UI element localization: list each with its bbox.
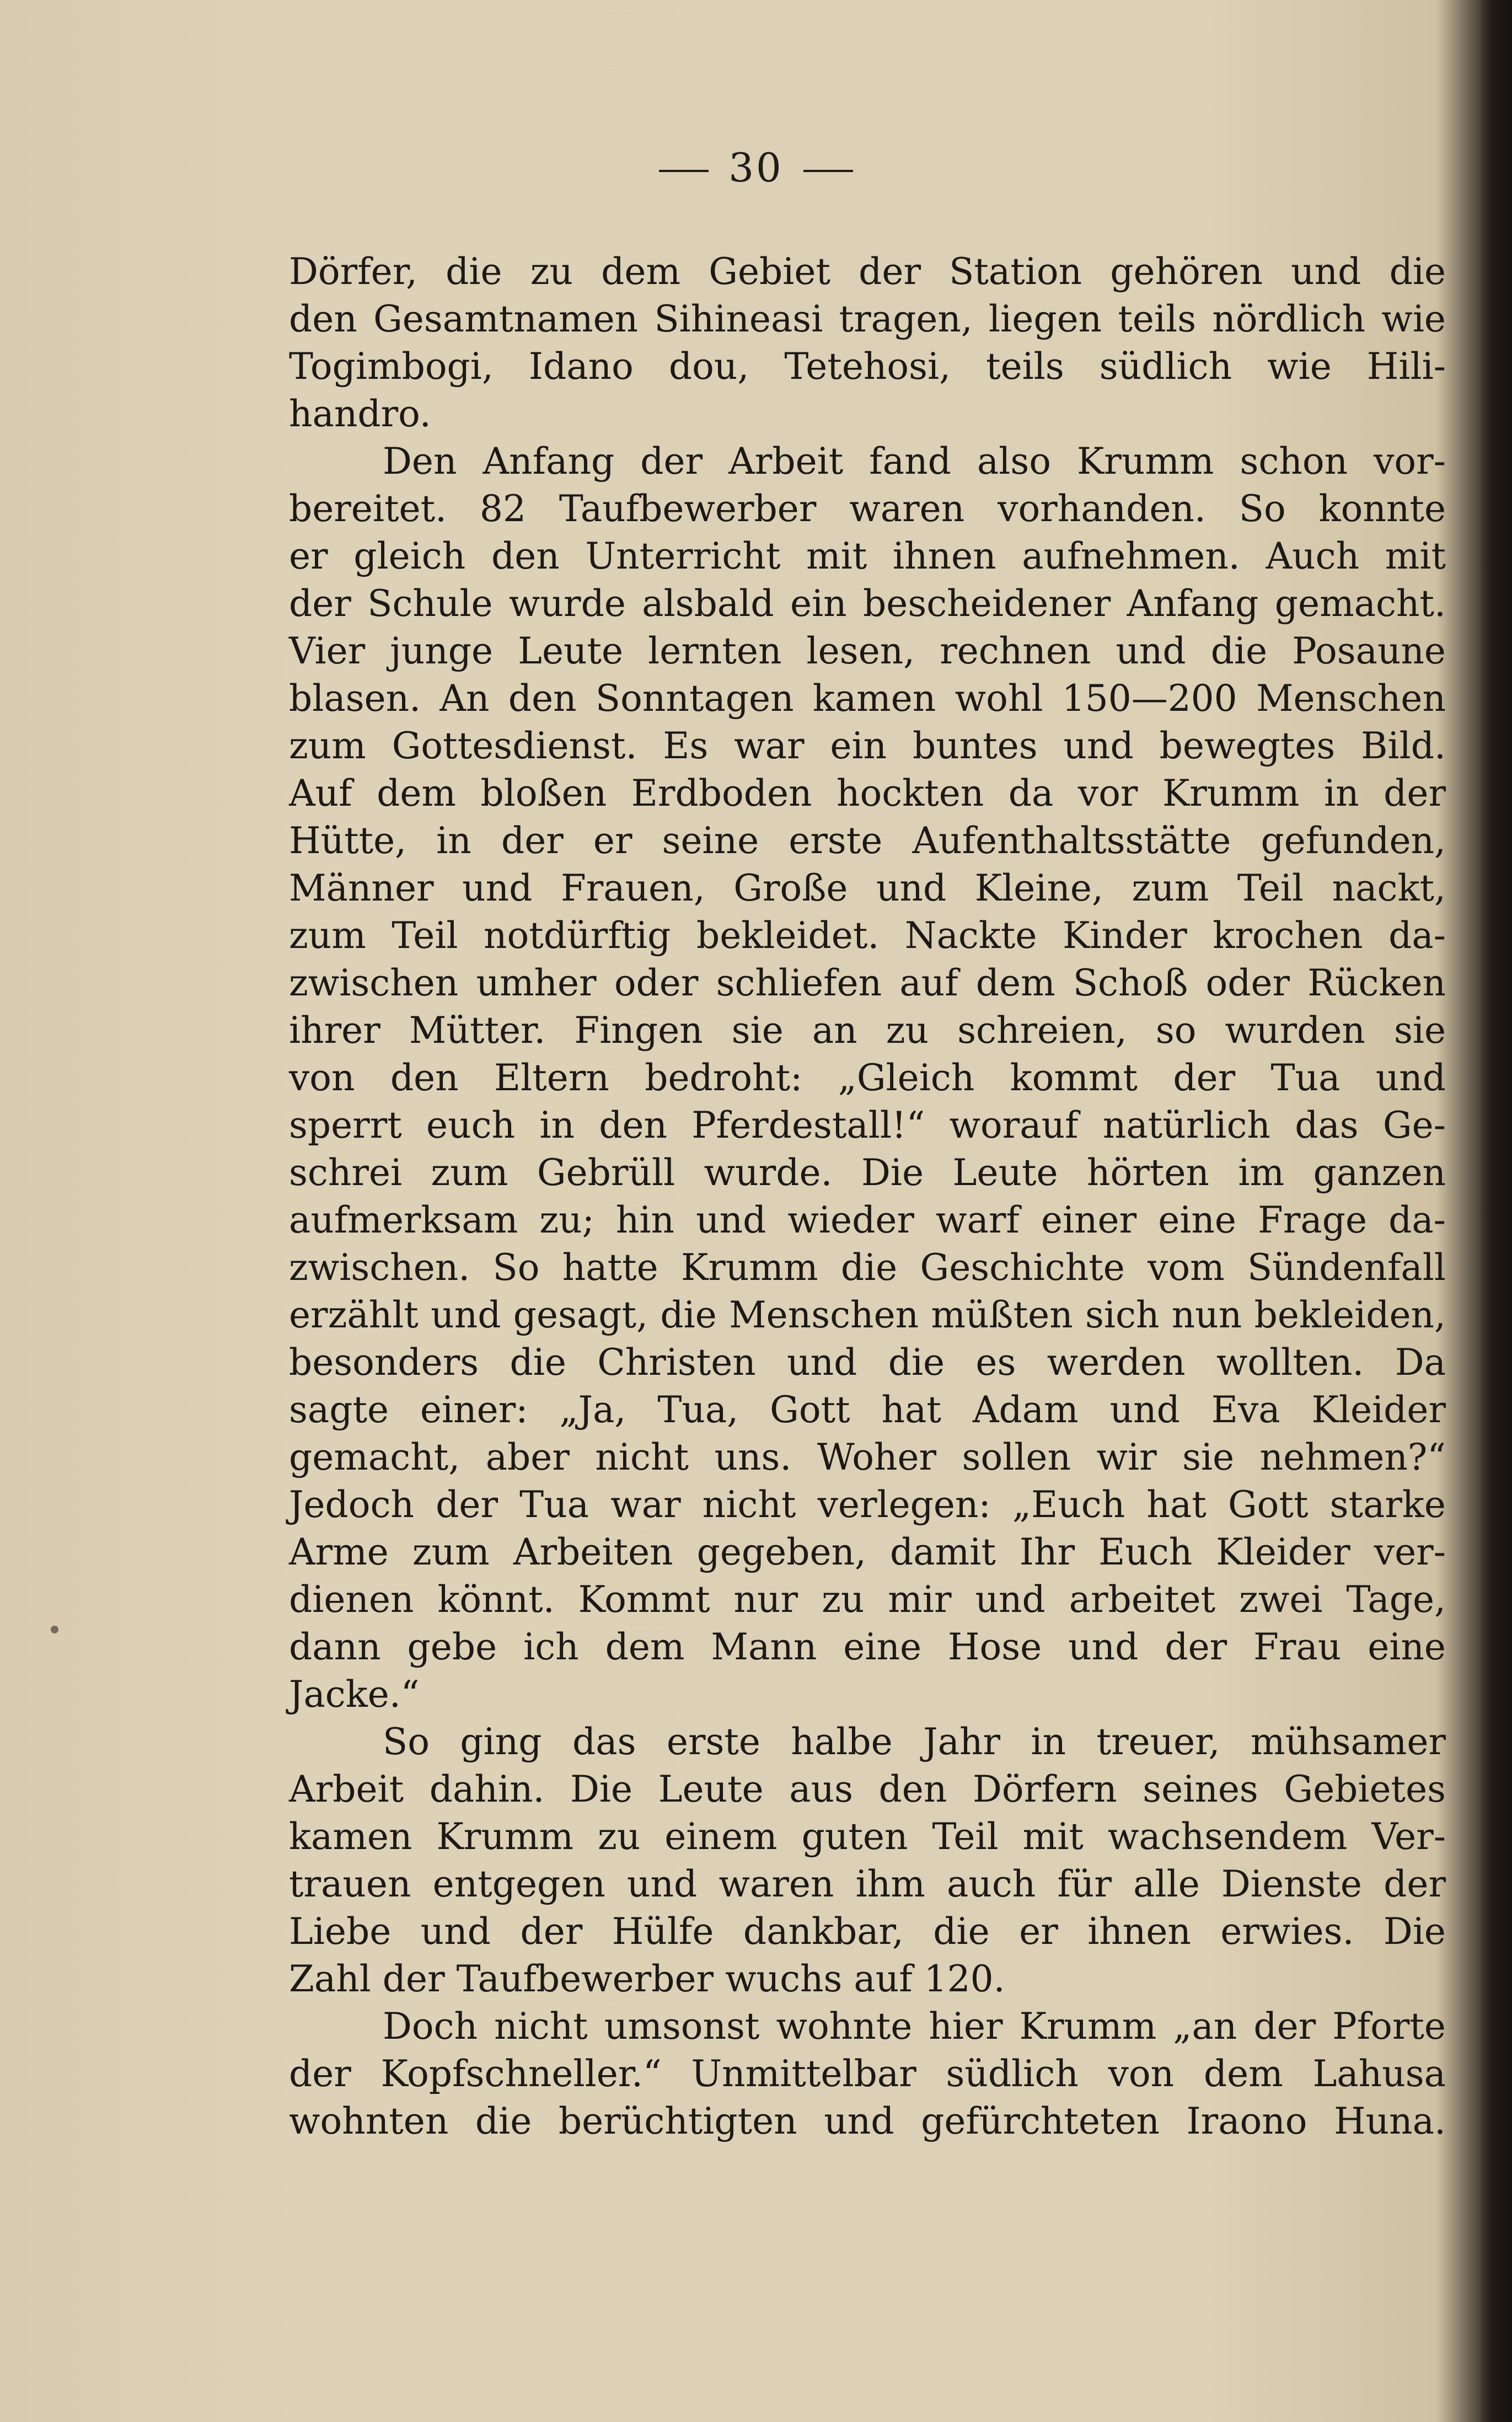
text-line: Den Anfang der Arbeit fand also Krumm schon vor- [383, 440, 1446, 483]
text-line: trauen entgegen und waren ihm auch für alle Dienste der [289, 1863, 1446, 1905]
header-dash-right [803, 170, 853, 172]
text-line: den Gesamtnamen Sihineasi tragen, liegen teils nördlich wie [289, 298, 1446, 340]
header-dash-left [659, 170, 709, 172]
text-line: Vier junge Leute lernten lesen, rechnen und die Posaune [289, 630, 1446, 672]
text-line: dann gebe ich dem Mann eine Hose und der Frau eine [289, 1626, 1446, 1668]
text-line: aufmerksam zu; hin und wieder warf einer eine Frage da- [289, 1199, 1446, 1241]
body-text [289, 248, 1446, 2145]
text-line: wohnten die berüchtigten und gefürchteten Iraono Huna. [289, 2100, 1446, 2142]
text-line: sagte einer: „Ja, Tua, Gott hat Adam und Eva Kleider [289, 1389, 1446, 1431]
text-line: Togimbogi, Idano dou, Tetehosi, teils südlich wie Hili- [289, 345, 1446, 388]
text-line: besonders die Christen und die es werden wollten. Da [289, 1341, 1446, 1384]
text-line: gemacht, aber nicht uns. Woher sollen wir sie nehmen?“ [289, 1436, 1446, 1478]
text-line: zwischen umher oder schliefen auf dem Schoß oder Rücken [289, 962, 1446, 1004]
text-line: zum Teil notdürftig bekleidet. Nackte Kinder krochen da- [289, 914, 1446, 957]
ink-blemish [51, 1626, 58, 1633]
text-line: erzählt und gesagt, die Menschen müßten sich nun bekleiden, [289, 1294, 1446, 1336]
text-line: ihrer Mütter. Fingen sie an zu schreien, so wurden sie [289, 1009, 1446, 1052]
text-line: sperrt euch in den Pferdestall!“ worauf natürlich das Ge- [289, 1104, 1446, 1146]
text-line: Liebe und der Hülfe dankbar, die er ihnen erwies. Die [289, 1910, 1446, 1953]
text-line: kamen Krumm zu einem guten Teil mit wachsendem Ver- [289, 1815, 1446, 1858]
page-number: 30 [728, 144, 784, 191]
text-line: schrei zum Gebrüll wurde. Die Leute hörten im ganzen [289, 1151, 1446, 1194]
text-line: der Schule wurde alsbald ein bescheidener Anfang gemacht. [289, 582, 1446, 625]
text-line: Hütte, in der er seine erste Aufenthaltsstätte gefunden, [289, 819, 1446, 862]
text-line: blasen. An den Sonntagen kamen wohl 150—200 Menschen [289, 677, 1446, 720]
text-line: Zahl der Taufbewerber wuchs auf 120. [289, 1958, 1005, 2000]
text-line: So ging das erste halbe Jahr in treuer, mühsamer [383, 1721, 1446, 1763]
text-line: Jacke.“ [289, 1673, 420, 1716]
text-line: Auf dem bloßen Erdboden hockten da vor Krumm in der [289, 772, 1446, 815]
text-line: er gleich den Unterricht mit ihnen aufnehmen. Auch mit [289, 535, 1446, 577]
text-line: Männer und Frauen, Große und Kleine, zum Teil nackt, [289, 867, 1446, 909]
text-line: Doch nicht umsonst wohnte hier Krumm „an der Pforte [383, 2005, 1446, 2048]
text-line: handro. [289, 393, 431, 435]
text-line: von den Eltern bedroht: „Gleich kommt der Tua und [289, 1057, 1446, 1099]
page-header [0, 144, 1512, 191]
text-line: Dörfer, die zu dem Gebiet der Station gehören und die [289, 250, 1446, 293]
text-line: zwischen. So hatte Krumm die Geschichte vom Sündenfall [289, 1246, 1446, 1289]
text-line: Arme zum Arbeiten gegeben, damit Ihr Euch Kleider ver- [289, 1531, 1446, 1573]
text-line: bereitet. 82 Taufbewerber waren vorhanden. So konnte [289, 487, 1446, 530]
text-line: der Kopfschneller.“ Unmittelbar südlich von dem Lahusa [289, 2053, 1446, 2095]
text-line: zum Gottesdienst. Es war ein buntes und bewegtes Bild. [289, 725, 1446, 767]
text-line: Arbeit dahin. Die Leute aus den Dörfern seines Gebietes [289, 1768, 1446, 1810]
text-line: dienen könnt. Kommt nur zu mir und arbeitet zwei Tage, [289, 1578, 1446, 1621]
text-line: Jedoch der Tua war nicht verlegen: „Euch hat Gott starke [289, 1483, 1446, 1526]
page-binding-edge [1479, 0, 1512, 2422]
